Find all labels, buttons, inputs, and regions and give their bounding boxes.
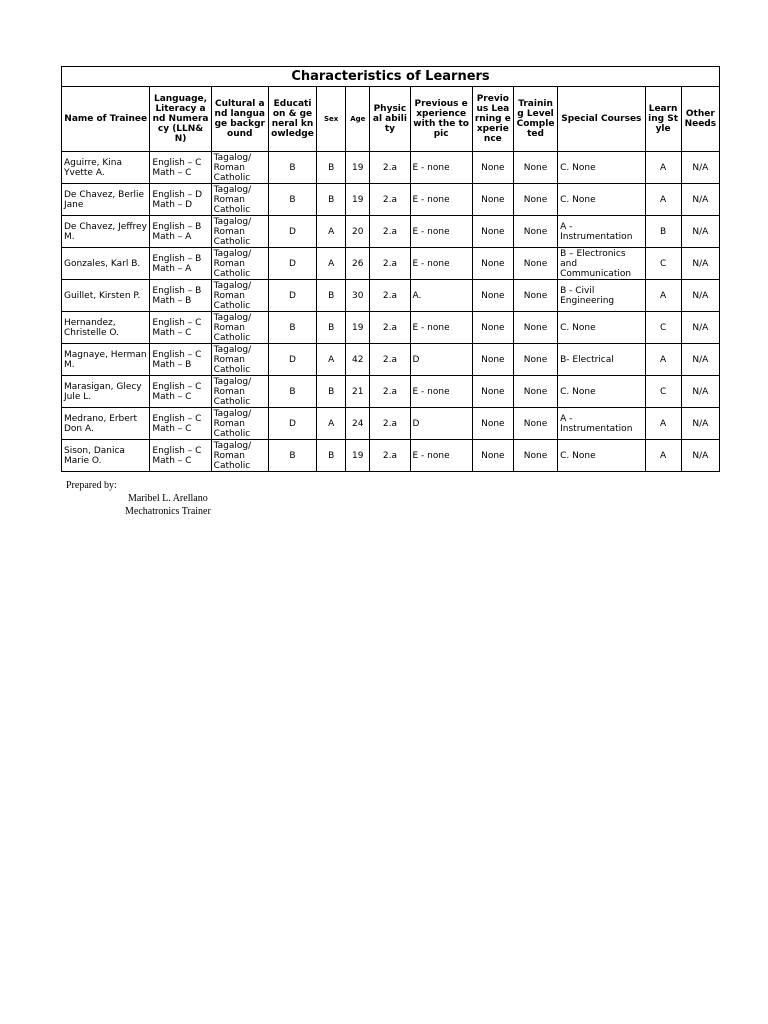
cell-other — [681, 440, 719, 472]
cell-lln-text: English – C Math – C — [152, 157, 202, 178]
cell-age — [346, 376, 370, 408]
cell-other — [681, 312, 719, 344]
cell-training-level — [513, 248, 557, 280]
cell-sex — [317, 280, 346, 312]
cell-training-level-text: None — [523, 162, 548, 173]
cell-age — [346, 184, 370, 216]
cell-other-text: N/A — [692, 258, 709, 269]
cell-other — [681, 216, 719, 248]
cell-previous-topic-text: D — [412, 354, 420, 365]
cell-physical — [370, 312, 410, 344]
cell-physical-text: 2.a — [382, 386, 397, 397]
cell-lln-text: English – C Math – C — [152, 381, 202, 402]
cell-physical — [370, 184, 410, 216]
cell-name-text: Medrano, Erbert Don A. — [64, 413, 138, 434]
header-special: Special Courses — [558, 87, 645, 152]
cell-previous-learning — [472, 344, 513, 376]
table-row — [62, 344, 720, 376]
cell-sex-text: B — [328, 322, 335, 333]
cell-age — [346, 408, 370, 440]
header-education: Education & general knowledge — [268, 87, 316, 152]
header-other: Other Needs — [681, 87, 719, 152]
cell-other-text: N/A — [692, 290, 709, 301]
cell-previous-topic — [410, 216, 472, 248]
cell-culture — [211, 216, 268, 248]
cell-physical-text: 2.a — [382, 290, 397, 301]
cell-other-text: N/A — [692, 322, 709, 333]
table-row — [62, 152, 720, 184]
cell-age — [346, 248, 370, 280]
table-row — [62, 280, 720, 312]
cell-previous-topic-text: D — [412, 418, 420, 429]
cell-culture — [211, 248, 268, 280]
cell-special-text: C. None — [560, 162, 596, 173]
cell-culture-text: Tagalog/ Roman Catholic — [213, 312, 252, 343]
header-training-level: Training Level Completed — [513, 87, 557, 152]
cell-name — [62, 440, 150, 472]
cell-style-text: A — [660, 162, 667, 173]
cell-previous-topic — [410, 408, 472, 440]
cell-style — [645, 408, 681, 440]
header-lln: Language, Literacy and Numeracy (LLN&N) — [150, 87, 211, 152]
cell-age-text: 24 — [352, 418, 364, 429]
cell-education-text: B — [289, 162, 296, 173]
cell-lln — [150, 376, 211, 408]
cell-previous-learning — [472, 440, 513, 472]
cell-lln — [150, 248, 211, 280]
cell-name — [62, 184, 150, 216]
cell-style — [645, 216, 681, 248]
cell-lln-text: English – C Math – B — [152, 349, 202, 370]
cell-education — [268, 184, 316, 216]
cell-style — [645, 312, 681, 344]
cell-physical-text: 2.a — [382, 354, 397, 365]
cell-training-level — [513, 376, 557, 408]
cell-previous-learning — [472, 216, 513, 248]
cell-sex — [317, 216, 346, 248]
cell-training-level-text: None — [523, 322, 548, 333]
cell-sex-text: A — [328, 258, 335, 269]
cell-previous-learning — [472, 152, 513, 184]
cell-previous-topic — [410, 248, 472, 280]
cell-age-text: 20 — [352, 226, 364, 237]
cell-culture-text: Tagalog/ Roman Catholic — [213, 248, 252, 279]
header-sex: Sex — [317, 87, 346, 152]
cell-previous-learning-text: None — [481, 226, 505, 237]
cell-previous-learning-text: None — [481, 194, 505, 205]
cell-sex — [317, 184, 346, 216]
header-age: Age — [346, 87, 370, 152]
cell-age-text: 30 — [352, 290, 364, 301]
table-row — [62, 376, 720, 408]
cell-culture-text: Tagalog/ Roman Catholic — [213, 344, 252, 375]
table-title: Characteristics of Learners — [62, 67, 720, 87]
cell-style-text: C — [659, 386, 667, 397]
cell-education — [268, 248, 316, 280]
cell-previous-learning-text: None — [481, 354, 505, 365]
cell-physical — [370, 344, 410, 376]
cell-physical — [370, 280, 410, 312]
cell-culture-text: Tagalog/ Roman Catholic — [213, 280, 252, 311]
cell-sex-text: B — [328, 290, 335, 301]
cell-lln-text: English – D Math – D — [152, 189, 203, 210]
cell-age-text: 19 — [352, 322, 364, 333]
cell-previous-learning — [472, 280, 513, 312]
cell-name — [62, 344, 150, 376]
cell-training-level — [513, 280, 557, 312]
cell-lln — [150, 312, 211, 344]
cell-training-level — [513, 408, 557, 440]
cell-special-text: B- Electrical — [560, 354, 614, 365]
cell-age — [346, 344, 370, 376]
cell-special-text: C. None — [560, 386, 596, 397]
table-row — [62, 408, 720, 440]
cell-training-level — [513, 312, 557, 344]
cell-lln-text: English – B Math – B — [152, 285, 202, 306]
cell-education-text: B — [289, 194, 296, 205]
cell-education-text: D — [289, 418, 296, 429]
cell-age-text: 19 — [352, 162, 364, 173]
cell-name-text: De Chavez, Jeffrey M. — [64, 221, 147, 242]
cell-style-text: C — [659, 322, 667, 333]
cell-name-text: Hernandez, Christelle O. — [64, 317, 119, 338]
cell-style-text: A — [660, 354, 667, 365]
cell-culture-text: Tagalog/ Roman Catholic — [213, 152, 252, 183]
cell-name-text: De Chavez, Berlie Jane — [64, 189, 145, 210]
cell-other — [681, 248, 719, 280]
header-previous-topic: Previous experience with the topic — [410, 87, 472, 152]
cell-special-text: A - Instrumentation — [560, 413, 633, 434]
cell-education-text: B — [289, 322, 296, 333]
cell-culture-text: Tagalog/ Roman Catholic — [213, 376, 252, 407]
cell-training-level-text: None — [523, 386, 548, 397]
cell-special-text: C. None — [560, 450, 596, 461]
cell-physical-text: 2.a — [382, 322, 397, 333]
table-row — [62, 248, 720, 280]
cell-age — [346, 440, 370, 472]
cell-style-text: B — [660, 226, 667, 237]
cell-previous-topic — [410, 376, 472, 408]
cell-age — [346, 216, 370, 248]
cell-previous-topic-text: A. — [412, 290, 422, 301]
cell-education — [268, 280, 316, 312]
cell-training-level — [513, 216, 557, 248]
cell-sex — [317, 408, 346, 440]
cell-age — [346, 312, 370, 344]
cell-training-level — [513, 152, 557, 184]
cell-physical-text: 2.a — [382, 194, 397, 205]
cell-previous-learning-text: None — [481, 418, 505, 429]
cell-education-text: D — [289, 290, 296, 301]
cell-special — [558, 312, 645, 344]
table-row — [62, 312, 720, 344]
cell-education-text: D — [289, 258, 296, 269]
cell-lln-text: English – B Math – A — [152, 221, 202, 242]
cell-style-text: A — [660, 194, 667, 205]
cell-physical — [370, 440, 410, 472]
cell-sex-text: A — [328, 226, 335, 237]
cell-sex — [317, 376, 346, 408]
cell-style — [645, 344, 681, 376]
cell-previous-topic-text: E - none — [412, 450, 450, 461]
header-row — [62, 87, 720, 152]
preparer-role: Mechatronics Trainer — [125, 506, 211, 517]
cell-lln-text: English – C Math – C — [152, 317, 202, 338]
cell-age-text: 21 — [352, 386, 364, 397]
learners-table — [61, 66, 720, 472]
cell-other — [681, 408, 719, 440]
cell-other-text: N/A — [692, 450, 709, 461]
cell-education — [268, 312, 316, 344]
cell-physical-text: 2.a — [382, 418, 397, 429]
cell-previous-learning — [472, 312, 513, 344]
cell-previous-topic-text: E - none — [412, 194, 450, 205]
cell-style-text: A — [660, 450, 667, 461]
cell-style-text: A — [660, 290, 667, 301]
cell-previous-learning-text: None — [481, 258, 505, 269]
signature-block — [125, 492, 211, 518]
cell-lln — [150, 344, 211, 376]
cell-lln-text: English – C Math – C — [152, 413, 202, 434]
cell-training-level-text: None — [523, 226, 548, 237]
cell-previous-learning — [472, 248, 513, 280]
cell-other-text: N/A — [692, 194, 709, 205]
cell-special-text: C. None — [560, 322, 596, 333]
cell-style-text: A — [660, 418, 667, 429]
cell-previous-learning — [472, 184, 513, 216]
header-culture: Cultural and language background — [211, 87, 268, 152]
table-row — [62, 184, 720, 216]
cell-culture — [211, 312, 268, 344]
cell-other-text: N/A — [692, 386, 709, 397]
cell-style — [645, 280, 681, 312]
cell-name — [62, 312, 150, 344]
cell-name — [62, 248, 150, 280]
cell-special — [558, 216, 645, 248]
cell-culture — [211, 184, 268, 216]
cell-special — [558, 184, 645, 216]
cell-sex-text: A — [328, 354, 335, 365]
cell-other — [681, 152, 719, 184]
cell-style — [645, 248, 681, 280]
cell-education — [268, 376, 316, 408]
cell-lln — [150, 184, 211, 216]
cell-age — [346, 152, 370, 184]
cell-name — [62, 408, 150, 440]
cell-special — [558, 280, 645, 312]
cell-lln — [150, 152, 211, 184]
cell-special — [558, 344, 645, 376]
cell-sex-text: B — [328, 162, 335, 173]
cell-name-text: Gonzales, Karl B. — [64, 258, 141, 269]
cell-previous-topic-text: E - none — [412, 322, 450, 333]
header-name: Name of Trainee — [62, 87, 150, 152]
cell-previous-topic — [410, 312, 472, 344]
cell-name-text: Marasigan, Glecy Jule L. — [64, 381, 142, 402]
table-row — [62, 440, 720, 472]
cell-training-level — [513, 184, 557, 216]
cell-education — [268, 408, 316, 440]
cell-other — [681, 376, 719, 408]
cell-sex-text: B — [328, 194, 335, 205]
cell-lln — [150, 408, 211, 440]
table-row — [62, 216, 720, 248]
cell-culture — [211, 408, 268, 440]
cell-physical — [370, 248, 410, 280]
cell-physical — [370, 408, 410, 440]
cell-training-level-text: None — [523, 450, 548, 461]
cell-previous-topic — [410, 280, 472, 312]
preparer-name: Maribel L. Arellano — [128, 493, 208, 504]
cell-culture — [211, 344, 268, 376]
cell-age-text: 19 — [352, 450, 364, 461]
cell-lln-text: English – B Math – A — [152, 253, 202, 274]
cell-culture — [211, 440, 268, 472]
cell-name-text: Magnaye, Herman M. — [64, 349, 147, 370]
cell-name-text: Guillet, Kirsten P. — [64, 290, 141, 301]
cell-previous-topic-text: E - none — [412, 226, 450, 237]
cell-previous-learning — [472, 376, 513, 408]
cell-culture-text: Tagalog/ Roman Catholic — [213, 440, 252, 471]
cell-sex — [317, 344, 346, 376]
cell-previous-learning — [472, 408, 513, 440]
cell-other — [681, 280, 719, 312]
cell-education — [268, 440, 316, 472]
cell-special — [558, 248, 645, 280]
cell-special-text: A - Instrumentation — [560, 221, 633, 242]
cell-previous-learning-text: None — [481, 386, 505, 397]
cell-special — [558, 376, 645, 408]
cell-previous-topic-text: E - none — [412, 386, 450, 397]
cell-training-level-text: None — [523, 194, 548, 205]
cell-previous-learning-text: None — [481, 322, 505, 333]
cell-sex — [317, 440, 346, 472]
cell-education-text: D — [289, 226, 296, 237]
cell-sex — [317, 152, 346, 184]
cell-other — [681, 184, 719, 216]
cell-lln — [150, 280, 211, 312]
cell-other-text: N/A — [692, 226, 709, 237]
cell-name-text: Aguirre, Kina Yvette A. — [64, 157, 122, 178]
cell-other — [681, 344, 719, 376]
cell-previous-topic — [410, 152, 472, 184]
cell-physical-text: 2.a — [382, 450, 397, 461]
cell-style — [645, 376, 681, 408]
cell-training-level — [513, 440, 557, 472]
cell-lln-text: English – C Math – C — [152, 445, 202, 466]
cell-previous-topic — [410, 440, 472, 472]
header-previous-learning: Previous Learning experience — [472, 87, 513, 152]
cell-name-text: Sison, Danica Marie O. — [64, 445, 125, 466]
cell-training-level-text: None — [523, 258, 548, 269]
cell-education-text: D — [289, 354, 296, 365]
cell-training-level-text: None — [523, 354, 548, 365]
cell-previous-topic — [410, 184, 472, 216]
cell-culture-text: Tagalog/ Roman Catholic — [213, 184, 252, 215]
cell-name — [62, 280, 150, 312]
cell-physical — [370, 216, 410, 248]
cell-sex-text: A — [328, 418, 335, 429]
cell-education-text: B — [289, 386, 296, 397]
cell-previous-topic-text: E - none — [412, 162, 450, 173]
cell-education — [268, 152, 316, 184]
cell-culture — [211, 280, 268, 312]
cell-training-level — [513, 344, 557, 376]
cell-culture — [211, 376, 268, 408]
cell-physical — [370, 152, 410, 184]
cell-other-text: N/A — [692, 162, 709, 173]
cell-sex — [317, 312, 346, 344]
cell-sex — [317, 248, 346, 280]
cell-previous-learning-text: None — [481, 162, 505, 173]
cell-special — [558, 440, 645, 472]
cell-physical-text: 2.a — [382, 258, 397, 269]
cell-special-text: B - Civil Engineering — [560, 285, 615, 306]
cell-style — [645, 152, 681, 184]
cell-sex-text: B — [328, 450, 335, 461]
cell-lln — [150, 216, 211, 248]
cell-style — [645, 184, 681, 216]
cell-sex-text: B — [328, 386, 335, 397]
cell-special — [558, 408, 645, 440]
cell-education-text: B — [289, 450, 296, 461]
cell-age-text: 19 — [352, 194, 364, 205]
cell-previous-learning-text: None — [481, 290, 505, 301]
cell-age — [346, 280, 370, 312]
cell-age-text: 42 — [352, 354, 364, 365]
cell-age-text: 26 — [352, 258, 364, 269]
cell-lln — [150, 440, 211, 472]
cell-previous-topic — [410, 344, 472, 376]
cell-culture — [211, 152, 268, 184]
prepared-by-label: Prepared by: — [66, 480, 117, 491]
cell-physical-text: 2.a — [382, 162, 397, 173]
cell-special-text: B – Electronics and Communication — [560, 248, 632, 279]
cell-special — [558, 152, 645, 184]
header-style: Learning Style — [645, 87, 681, 152]
cell-physical — [370, 376, 410, 408]
cell-name — [62, 152, 150, 184]
cell-name — [62, 216, 150, 248]
cell-name — [62, 376, 150, 408]
header-physical: Physical ability — [370, 87, 410, 152]
cell-previous-learning-text: None — [481, 450, 505, 461]
cell-culture-text: Tagalog/ Roman Catholic — [213, 216, 252, 247]
cell-education — [268, 344, 316, 376]
cell-training-level-text: None — [523, 290, 548, 301]
cell-special-text: C. None — [560, 194, 596, 205]
cell-culture-text: Tagalog/ Roman Catholic — [213, 408, 252, 439]
cell-style — [645, 440, 681, 472]
cell-previous-topic-text: E - none — [412, 258, 450, 269]
cell-physical-text: 2.a — [382, 226, 397, 237]
cell-education — [268, 216, 316, 248]
cell-other-text: N/A — [692, 418, 709, 429]
cell-training-level-text: None — [523, 418, 548, 429]
cell-style-text: C — [659, 258, 667, 269]
cell-other-text: N/A — [692, 354, 709, 365]
